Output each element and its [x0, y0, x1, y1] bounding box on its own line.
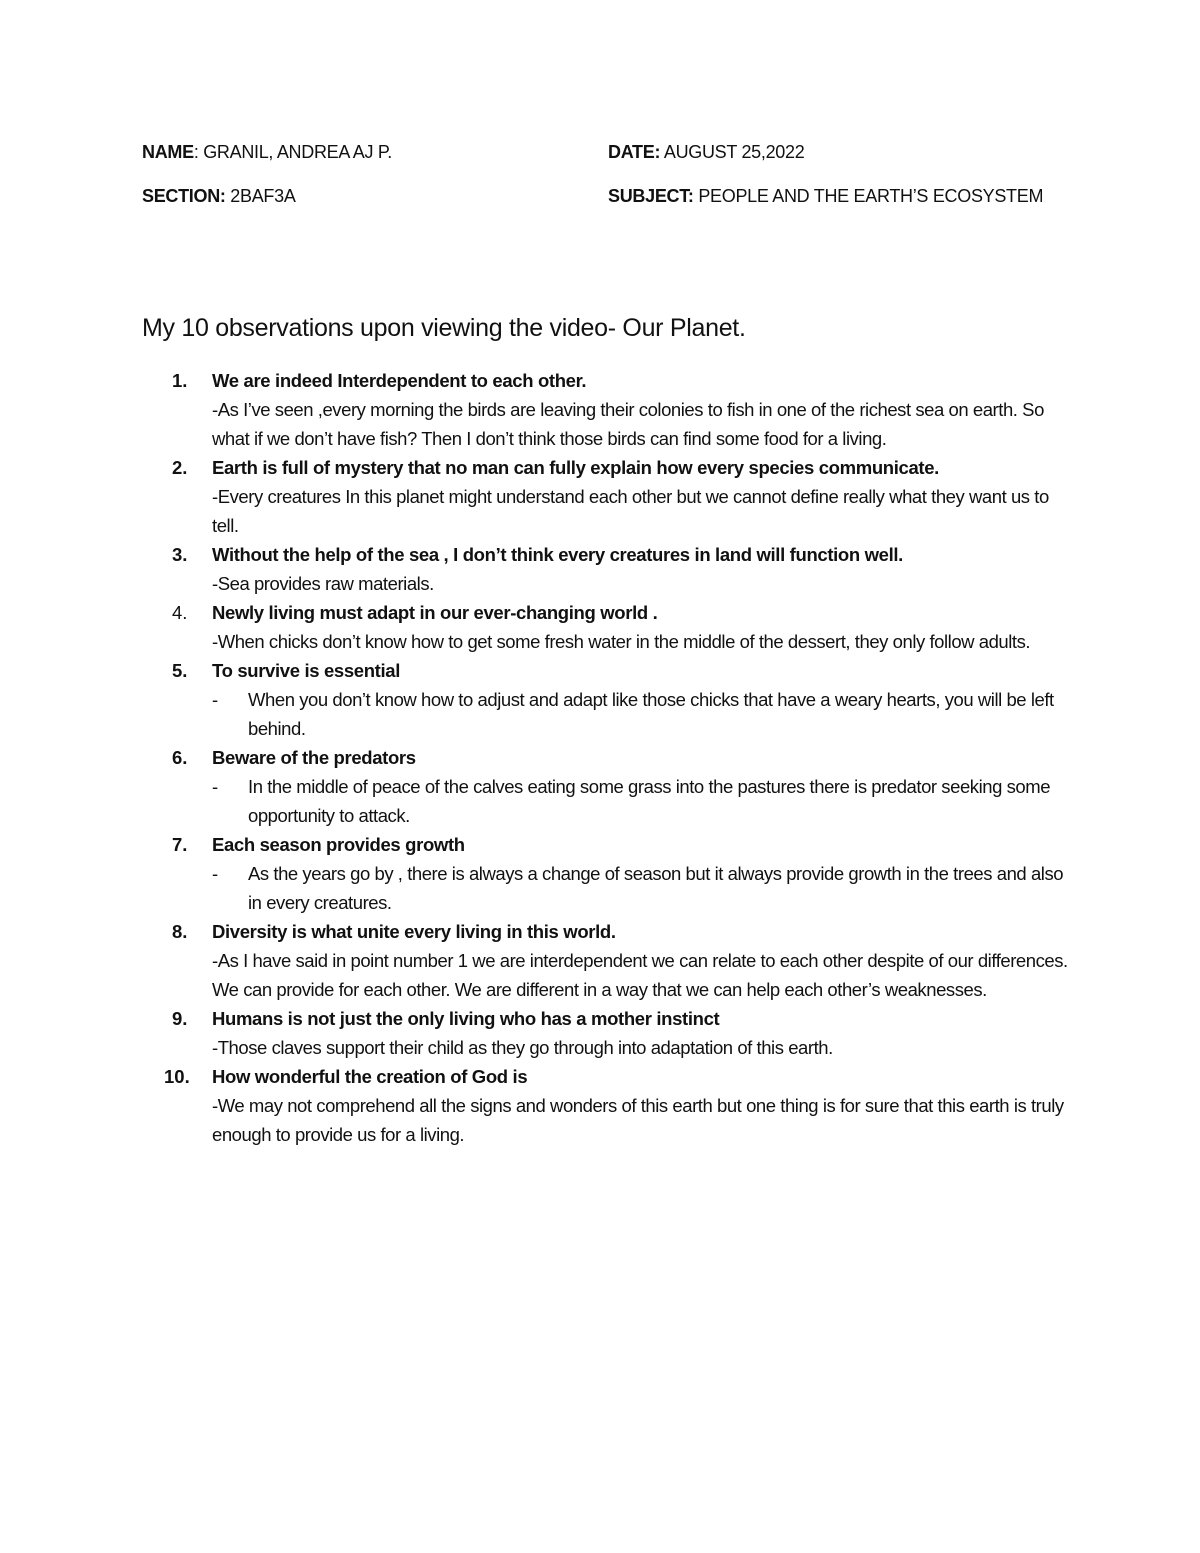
document-header	[142, 142, 1062, 230]
item-number: 2.	[172, 457, 188, 478]
item-number: 7.	[172, 834, 188, 855]
item-number: 6.	[172, 747, 188, 768]
item-heading: Each season provides growth	[212, 834, 465, 855]
list-item	[142, 743, 1072, 830]
item-number: 10.	[164, 1066, 190, 1087]
list-item	[142, 1004, 1072, 1062]
item-number: 4.	[172, 602, 188, 623]
subject-label: SUBJECT:	[608, 186, 694, 206]
item-number: 5.	[172, 660, 188, 681]
item-detail: -Those claves support their child as they go through into adaptation of this earth.	[212, 1037, 833, 1058]
item-heading: To survive is essential	[212, 660, 401, 681]
list-item	[142, 453, 1072, 540]
item-number: 9.	[172, 1008, 188, 1029]
item-subpoint-text: As the years go by , there is always a change of season but it always provide growth in the trees and also in every creatures.	[248, 863, 1064, 913]
item-detail: -As I’ve seen ,every morning the birds are leaving their colonies to fish in one of the richest sea on earth. So what if we don’t have fish? Then I don’t think those birds can find some food for a living.	[212, 399, 1044, 449]
name-field	[142, 142, 392, 163]
list-item	[142, 366, 1072, 453]
item-number: 3.	[172, 544, 188, 565]
section-label: SECTION:	[142, 186, 226, 206]
observations-list	[142, 366, 1072, 1149]
item-heading: How wonderful the creation of God is	[212, 1066, 528, 1087]
item-heading: Humans is not just the only living who has a mother instinct	[212, 1008, 720, 1029]
name-value: : GRANIL, ANDREA AJ P.	[193, 142, 392, 162]
subject-field	[608, 186, 1043, 207]
item-heading: Earth is full of mystery that no man can fully explain how every species communicate.	[212, 457, 939, 478]
dash-bullet: -	[212, 863, 218, 884]
item-detail: -We may not comprehend all the signs and wonders of this earth but one thing is for sure that this earth is truly enough to provide us for a living.	[212, 1095, 1064, 1145]
section-field	[142, 186, 296, 207]
item-detail: -Every creatures In this planet might understand each other but we cannot define really what they want us to tell.	[212, 486, 1049, 536]
header-row-1	[142, 142, 1062, 186]
item-detail: -As I have said in point number 1 we are interdependent we can relate to each other despite of our differences. We can provide for each other. We are different in a way that we can help each other’s weaknesses.	[212, 950, 1068, 1000]
section-value: 2BAF3A	[225, 186, 296, 206]
name-label: NAME	[142, 142, 194, 162]
item-heading: Beware of the predators	[212, 747, 416, 768]
item-heading: Without the help of the sea , I don’t think every creatures in land will function well.	[212, 544, 903, 565]
list-item	[142, 917, 1072, 1004]
list-item	[142, 830, 1072, 917]
item-subpoint-text: In the middle of peace of the calves eating some grass into the pastures there is predator seeking some opportunity to attack.	[248, 776, 1051, 826]
dash-bullet: -	[212, 689, 218, 710]
item-subpoint-text: When you don’t know how to adjust and adapt like those chicks that have a weary hearts, you will be left behind.	[248, 689, 1054, 739]
item-heading: Newly living must adapt in our ever-changing world .	[212, 602, 658, 623]
subject-value: PEOPLE AND THE EARTH’S ECOSYSTEM	[693, 186, 1044, 206]
date-value: AUGUST 25,2022	[660, 142, 805, 162]
date-field	[608, 142, 804, 163]
item-heading: Diversity is what unite every living in this world.	[212, 921, 616, 942]
header-row-2	[142, 186, 1062, 230]
item-subpoint	[212, 772, 1072, 830]
list-item	[142, 598, 1072, 656]
item-number: 8.	[172, 921, 188, 942]
item-detail: -When chicks don’t know how to get some fresh water in the middle of the dessert, they only follow adults.	[212, 631, 1031, 652]
item-subpoint	[212, 859, 1072, 917]
document-title: My 10 observations upon viewing the video- Our Planet.	[142, 314, 746, 342]
list-item	[142, 540, 1072, 598]
date-label: DATE:	[608, 142, 661, 162]
item-subpoint	[212, 685, 1072, 743]
item-heading: We are indeed Interdependent to each other.	[212, 370, 587, 391]
dash-bullet: -	[212, 776, 218, 797]
item-detail: -Sea provides raw materials.	[212, 573, 434, 594]
item-number: 1.	[172, 370, 188, 391]
list-item	[142, 656, 1072, 743]
list-item	[142, 1062, 1072, 1149]
